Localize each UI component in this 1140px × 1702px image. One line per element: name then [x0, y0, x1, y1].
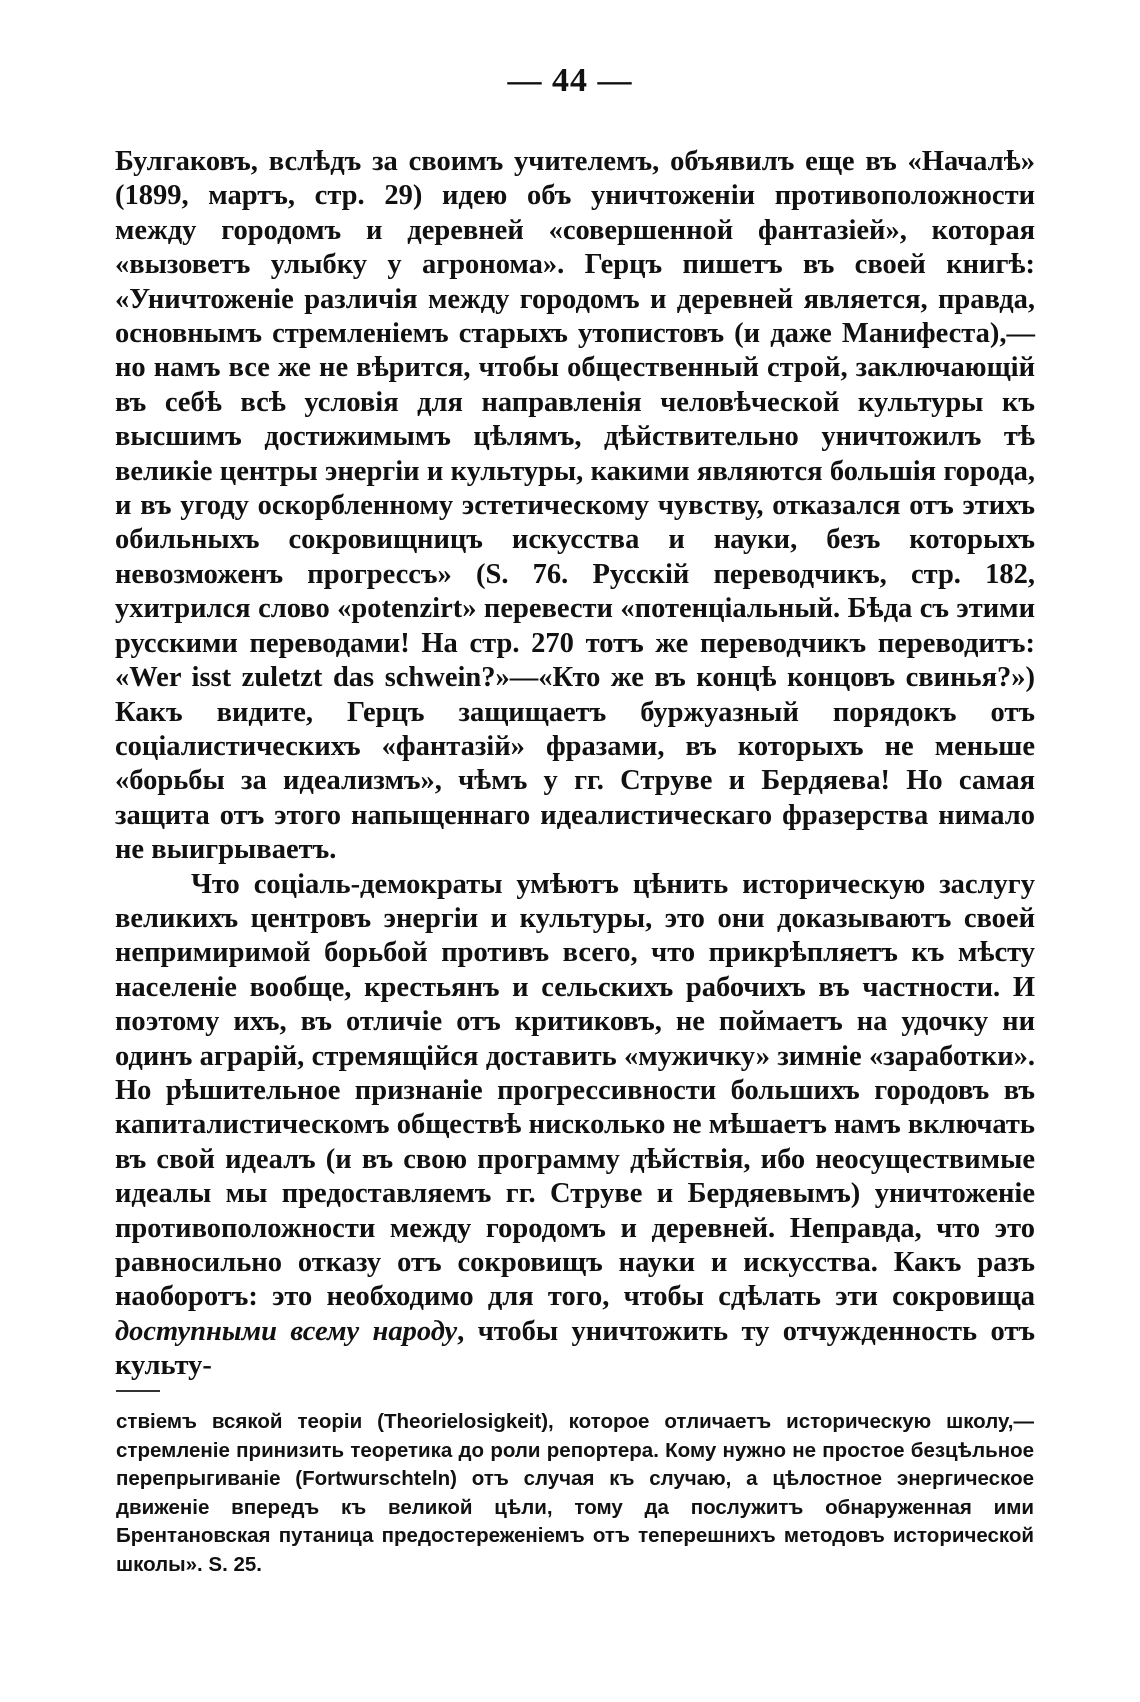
- paragraph-2-text-a: Что соціаль-демократы умѣютъ цѣнить историческую заслугу великихъ центровъ энергіи и культуры, это они доказываютъ своей непримиримой борьбой противъ всего, что прикрѣпляетъ къ мѣсту населеніе вообще, крестьянъ и сельскихъ рабочихъ въ частности. И поэтому ихъ, въ отличіе отъ критиковъ, не поймаетъ на удочку ни одинъ аграрій, стремящійся доставить «мужичку» зимніе «заработки». Но рѣшительное признаніе прогрессивности большихъ городовъ въ капиталистическомъ обществѣ нисколько не мѣшаетъ намъ включать въ свой идеалъ (и въ свою программу дѣйствія, ибо неосуществимые идеалы мы предоставляемъ гг. Струве и Бердяевымъ) уничтоженіе противоположности между городомъ и деревней. Неправда, что это равносильно отказу отъ сокровищъ науки и искусства. Какъ разъ наоборотъ: это необходимо для того, чтобы сдѣлать эти сокровища: [115, 868, 1035, 1313]
- paragraph-2: [115, 868, 1035, 1384]
- page-number: — 44 —: [507, 62, 633, 99]
- footnote-text: ствіемъ всякой теоріи (Theorielosigkeit), которое отличаетъ историческую школу,—стремленіе принизить теоретика до роли репортера. Кому нужно не простое безцѣльное перепрыгиваніе (Fortwurschteln) отъ случая къ случаю, а цѣлостное энергическое движеніе впередъ къ великой цѣли, тому да послужитъ обнаруженная ими Брентановская путаница предостереженіемъ отъ теперешнихъ методовъ исторической школы». S. 25.: [116, 1410, 1034, 1576]
- paragraph-1: Булгаковъ, вслѣдъ за своимъ учителемъ, объявилъ еще въ «Началѣ» (1899, мартъ, стр. 29) идею объ уничтоженіи противоположности между городомъ и деревней «совершенной фантазіей», которая «вызоветъ улыбку у агронома». Герцъ пишетъ въ своей книгѣ: «Уничтоженіе различія между городомъ и деревней является, правда, основнымъ стремленіемъ старыхъ утопистовъ (и даже Манифеста),—но намъ все же не вѣрится, чтобы общественный строй, заключающій въ себѣ всѣ условія для направленія человѣческой культуры къ высшимъ достижимымъ цѣлямъ, дѣйствительно уничтожилъ тѣ великіе центры энергіи и культуры, какими являются большія города, и въ угоду оскорбленному эстетическому чувству, отказался отъ этихъ обильныхъ сокровищницъ искусства и науки, безъ которыхъ невозможенъ прогрессъ» (S. 76. Русскій переводчикъ, стр. 182, ухитрился слово «potenzirt» перевести «потенціальный. Бѣда съ этими русскими переводами! На стр. 270 тотъ же переводчикъ переводитъ: «Wer isst zuletzt das schwein?»—«Кто же въ концѣ концовъ свинья?») Какъ видите, Герцъ защищаетъ буржуазный порядокъ отъ соціалистическихъ «фантазій» фразами, въ которыхъ не меньше «борьбы за идеализмъ», чѣмъ у гг. Струве и Бердяева! Но самая защита отъ этого напыщеннаго идеалистическаго фразерства нимало не выигрываетъ.: [115, 146, 1035, 866]
- footnote: [116, 1408, 1034, 1580]
- paragraph-2-italic: доступными всему народу: [115, 1315, 458, 1347]
- main-text: [115, 145, 1035, 1384]
- footnote-separator: [116, 1390, 160, 1392]
- paragraph-2-text-b: , чтобы уничтожить ту отчужденность отъ культу-: [115, 1315, 1035, 1382]
